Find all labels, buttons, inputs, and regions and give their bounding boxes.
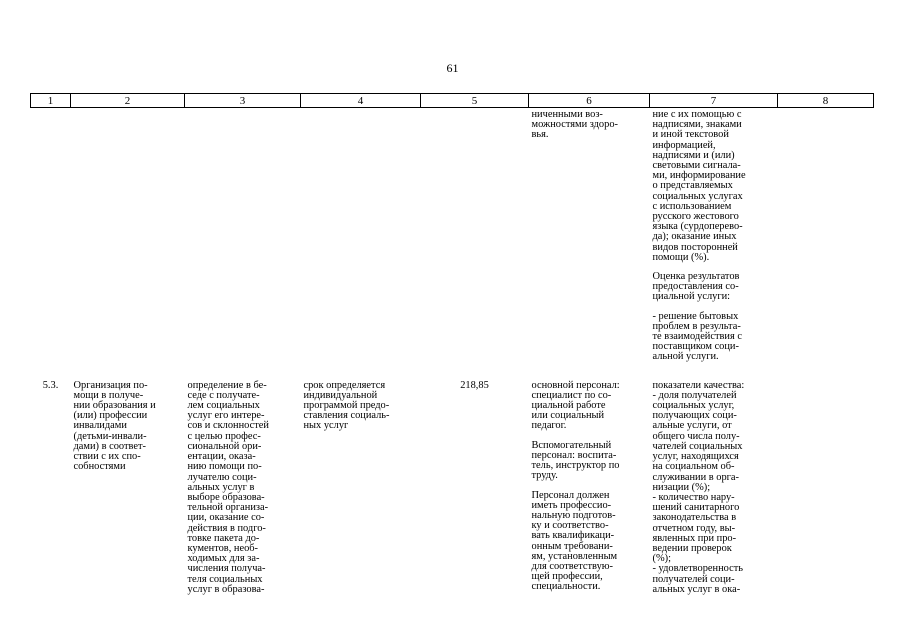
text-line: чателей социальных <box>652 440 743 452</box>
text-line: - доля получателей <box>652 389 737 401</box>
text-line: ми, информирование <box>652 170 746 182</box>
cell <box>778 372 874 604</box>
text-line: выборе образова- <box>187 491 265 503</box>
staff-cell <box>529 108 650 372</box>
text-line: Персонал должен <box>531 489 610 501</box>
text-line: явленных при про- <box>652 532 737 544</box>
text-line: Организация по- <box>73 379 148 391</box>
text-line: показатели качества: <box>652 379 745 391</box>
column-header: 4 <box>301 94 421 108</box>
text-line: нию помощи по- <box>187 461 262 473</box>
text-line: нальную подготов- <box>531 509 616 521</box>
services-table <box>30 93 874 604</box>
text-line: с использованием <box>652 200 732 212</box>
text-line: вья. <box>531 129 549 141</box>
cell-paragraph <box>188 381 298 595</box>
text-line: русского жестового <box>652 211 739 223</box>
text-line: служивании в орга- <box>652 471 739 483</box>
text-line: для соответствую- <box>531 560 614 572</box>
text-line: о представляемых <box>652 180 733 192</box>
cell-paragraph <box>532 381 647 432</box>
text-line: циальной услуги: <box>652 291 731 303</box>
column-header: 5 <box>421 94 529 108</box>
service-description-cell <box>185 372 301 604</box>
text-line: (детьми-инвали- <box>73 430 147 442</box>
table-row-5-3 <box>31 372 874 604</box>
text-line: числения получа- <box>187 563 266 575</box>
cell <box>71 108 185 372</box>
cell-paragraph <box>653 110 775 263</box>
text-line: можностями здоро- <box>531 119 618 131</box>
cell-paragraph <box>304 381 418 432</box>
staff-cell <box>529 372 650 604</box>
text-line: (или) профессии <box>73 410 148 422</box>
text-line: теля социальных <box>187 573 263 585</box>
column-header: 8 <box>778 94 874 108</box>
text-line: щей профессии, <box>531 571 603 583</box>
column-header: 7 <box>650 94 778 108</box>
text-line: ведении проверок <box>652 542 732 554</box>
text-line: световыми сигнала- <box>652 160 741 172</box>
text-line: индивидуальной <box>303 389 378 401</box>
text-line: шений санитарного <box>652 502 740 514</box>
text-line: основной персонал: <box>531 379 620 391</box>
text-line: товке пакета до- <box>187 532 260 544</box>
service-term-cell <box>301 372 421 604</box>
text-line: альной услуги. <box>652 351 719 363</box>
cell-paragraph <box>74 381 182 473</box>
cell <box>301 108 421 372</box>
text-line: предоставления со- <box>652 281 739 293</box>
column-number-row <box>31 94 874 108</box>
text-line: Вспомогательный <box>531 439 612 451</box>
text-line: ентации, оказа- <box>187 451 256 463</box>
text-line: социальных услуг, <box>652 400 735 412</box>
text-line: на социальном об- <box>652 461 735 473</box>
text-line: информацией, <box>652 139 716 151</box>
text-line: педагог. <box>531 420 567 432</box>
text-line: программой предо- <box>303 400 390 412</box>
text-line: получателей соци- <box>652 573 735 585</box>
text-line: ствии с их спо- <box>73 451 141 463</box>
text-line: тель, инструктор по <box>531 460 620 472</box>
text-line: - количество нару- <box>652 491 735 503</box>
text-line: ниченными воз- <box>531 109 603 120</box>
text-line: (%); <box>652 553 671 565</box>
text-line: собностями <box>73 461 126 473</box>
text-line: социальных услугах <box>652 190 743 202</box>
text-line: те взаимодействия с <box>652 331 742 343</box>
text-line: надписями, знаками <box>652 119 742 131</box>
text-line: поставщиком соци- <box>652 341 739 353</box>
text-line: инвалидами <box>73 420 127 432</box>
text-line: кументов, необ- <box>187 542 259 554</box>
cell <box>778 108 874 372</box>
text-line: да); оказание иных <box>652 231 737 243</box>
cell-paragraph <box>532 441 647 482</box>
tariff-cell: 218,85 <box>460 379 489 391</box>
cell <box>185 108 301 372</box>
service-name-cell <box>71 372 185 604</box>
text-line: с целью профес- <box>187 430 261 442</box>
text-line: - решение бытовых <box>652 310 739 322</box>
text-line: - удовлетворенность <box>652 563 743 575</box>
text-line: мощи в получе- <box>73 389 144 401</box>
cell-paragraph <box>653 381 775 595</box>
quality-indicators-cell <box>650 108 778 372</box>
text-line: ных услуг <box>303 420 349 432</box>
text-line: видов посторонней <box>652 241 738 253</box>
text-line: языка (сурдоперево- <box>652 221 743 233</box>
text-line: дами) в соответ- <box>73 440 146 452</box>
text-line: тельной организа- <box>187 502 269 514</box>
text-line: надписями и (или) <box>652 149 735 161</box>
text-line: срок определяется <box>303 379 386 391</box>
text-line: и иной текстовой <box>652 129 729 141</box>
text-line: вать квалификаци- <box>531 530 615 542</box>
cell-paragraph <box>532 110 647 141</box>
continuation-row <box>31 108 874 372</box>
text-line: сиональной ори- <box>187 440 262 452</box>
cell <box>421 108 529 372</box>
text-line: ставления социаль- <box>303 410 390 422</box>
text-line: лем социальных <box>187 400 260 412</box>
text-line: ние с их помощью с <box>652 109 742 120</box>
column-header: 1 <box>31 94 71 108</box>
text-line: помощи (%). <box>652 251 710 263</box>
text-line: Оценка результатов <box>652 271 740 283</box>
text-line: альных услуг в <box>187 481 255 493</box>
text-line: общего числа полу- <box>652 430 740 442</box>
text-line: сов и склонностей <box>187 420 269 432</box>
text-line: лучателю соци- <box>187 471 257 483</box>
cell <box>31 108 71 372</box>
text-line: ку и соответство- <box>531 520 609 532</box>
column-header: 2 <box>71 94 185 108</box>
text-line: низации (%); <box>652 481 711 493</box>
quality-indicators-cell <box>650 372 778 604</box>
text-line: определение в бе- <box>187 379 267 391</box>
text-line: отчетном году, вы- <box>652 522 736 534</box>
cell-paragraph <box>532 491 647 593</box>
column-header: 3 <box>185 94 301 108</box>
page-number: 61 <box>446 61 459 75</box>
text-line: персонал: воспита- <box>531 449 617 461</box>
text-line: труду. <box>531 470 558 482</box>
text-line: седе с получате- <box>187 389 260 401</box>
cell-paragraph <box>653 312 775 363</box>
column-header: 6 <box>529 94 650 108</box>
text-line: законодательства в <box>652 512 737 524</box>
text-line: получающих соци- <box>652 410 737 422</box>
row-number: 5.3. <box>42 379 59 391</box>
text-line: специальности. <box>531 581 601 593</box>
cell-paragraph <box>653 272 775 303</box>
text-line: онным требовани- <box>531 540 613 552</box>
text-line: нии образования и <box>73 400 156 412</box>
text-line: ходимых для за- <box>187 553 260 565</box>
text-line: услуг его интере- <box>187 410 265 422</box>
text-line: действия в подго- <box>187 522 266 534</box>
text-line: ям, установленным <box>531 550 618 562</box>
text-line: проблем в результа- <box>652 320 741 332</box>
text-line: или социальный <box>531 410 605 422</box>
text-line: альных услуг в ока- <box>652 583 741 595</box>
text-line: услуг, находящихся <box>652 451 739 463</box>
text-line: специалист по со- <box>531 389 612 401</box>
text-line: услуг в образова- <box>187 583 265 595</box>
text-line: ции, оказание со- <box>187 512 265 524</box>
text-line: иметь профессио- <box>531 499 612 511</box>
text-line: альные услуги, от <box>652 420 732 432</box>
text-line: циальной работе <box>531 400 606 412</box>
